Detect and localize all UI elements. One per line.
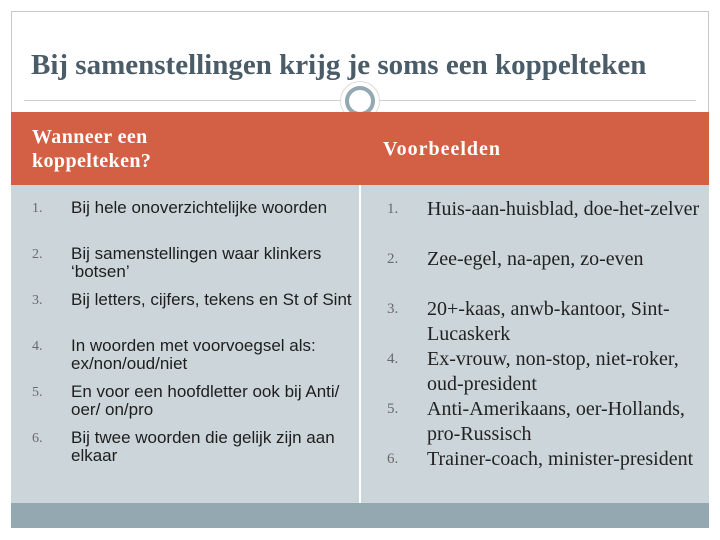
item-text: 20+-kaas, anwb-kantoor, Sint-Lucaskerk xyxy=(427,298,670,345)
column-divider xyxy=(359,185,361,503)
item-number: 4. xyxy=(32,339,43,354)
item-text: In woorden met voorvoegsel als: ex/non/oud/niet xyxy=(71,336,316,373)
list-item xyxy=(387,347,707,397)
list-item xyxy=(32,245,352,291)
list-item xyxy=(32,291,352,337)
examples-list xyxy=(387,197,707,497)
list-item xyxy=(387,297,707,347)
item-number: 1. xyxy=(32,201,43,216)
item-text: Zee-egel, na-apen, zo-even xyxy=(427,248,644,270)
item-number: 5. xyxy=(32,385,43,400)
header-cell-examples: Voorbeelden xyxy=(383,138,502,160)
footer-bar xyxy=(11,503,709,528)
item-text: Huis-aan-huisblad, doe-het-zelver xyxy=(427,198,700,220)
slide-title: Bij samenstellingen krijg je soms een koppelteken xyxy=(31,49,647,81)
list-item xyxy=(387,397,707,447)
item-number: 2. xyxy=(387,251,399,267)
item-text: Bij twee woorden die gelijk zijn aan elkaar xyxy=(71,428,335,465)
item-number: 1. xyxy=(387,201,399,217)
item-text: Bij hele onoverzichtelijke woorden xyxy=(71,198,328,217)
item-text: Ex-vrouw, non-stop, niet-roker, oud-president xyxy=(427,348,679,395)
item-number: 5. xyxy=(387,401,399,417)
item-text: Anti-Amerikaans, oer-Hollands, pro-Russisch xyxy=(427,398,685,445)
item-text: Bij letters, cijfers, tekens en St of Sint xyxy=(71,290,352,309)
list-item xyxy=(32,199,352,245)
list-item xyxy=(387,247,707,297)
list-item xyxy=(32,429,352,475)
list-item xyxy=(32,337,352,383)
item-text: Trainer-coach, minister-president xyxy=(427,448,694,470)
list-item xyxy=(32,383,352,429)
item-number: 3. xyxy=(387,301,399,317)
list-item xyxy=(387,447,707,497)
item-number: 2. xyxy=(32,247,43,262)
rules-list xyxy=(32,199,352,475)
header-cell-when: Wanneer een koppelteken? xyxy=(32,126,152,172)
item-number: 6. xyxy=(32,431,43,446)
item-text: Bij samenstellingen waar klinkers ‘botsen’ xyxy=(71,244,322,281)
item-number: 3. xyxy=(32,293,43,308)
item-number: 4. xyxy=(387,351,399,367)
item-text: En voor een hoofdletter ook bij Anti/ oer/ on/pro xyxy=(71,382,340,419)
item-number: 6. xyxy=(387,451,399,467)
list-item xyxy=(387,197,707,247)
